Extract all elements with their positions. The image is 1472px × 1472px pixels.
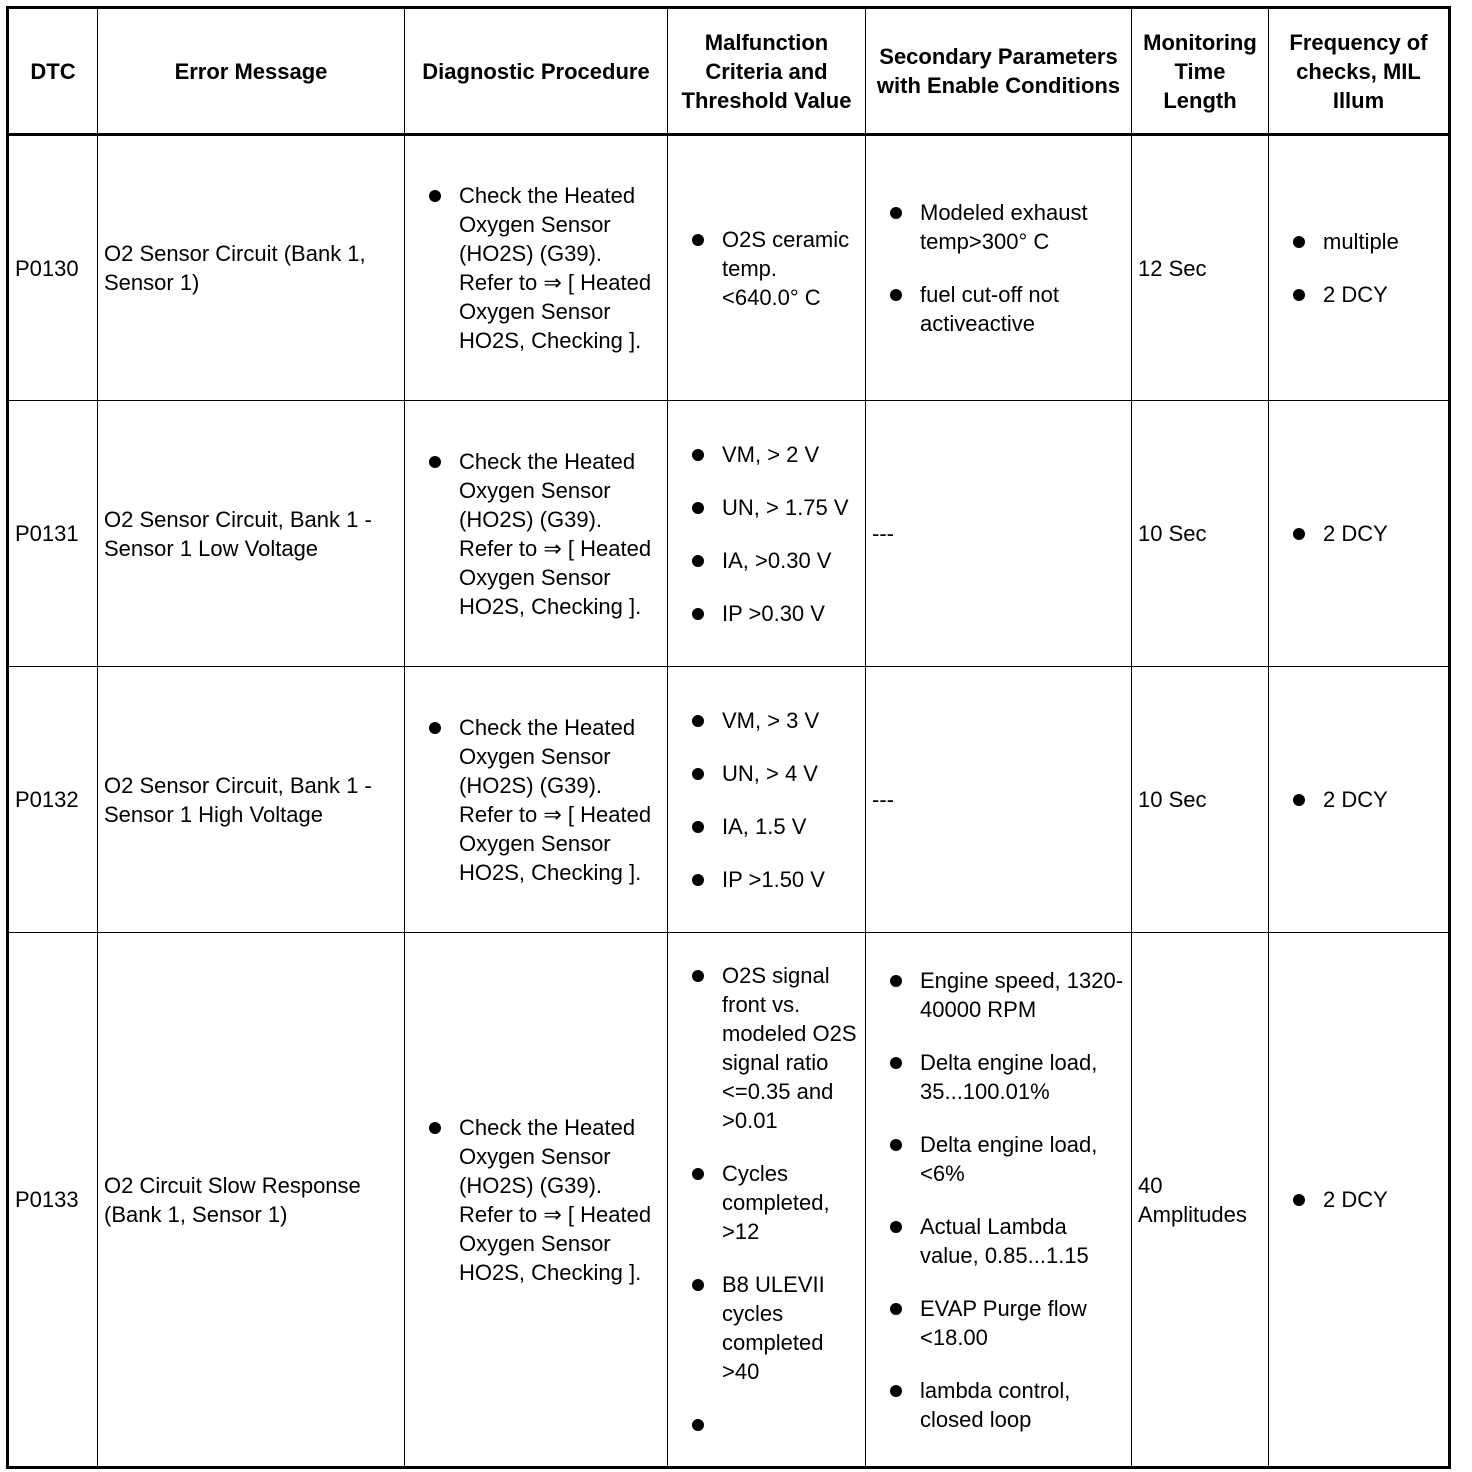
procedure-item: Check the Heated Oxygen Sensor (HO2S) (G39). Refer to ⇒ [ Heated Oxygen Sensor HO2S, Checking ]. xyxy=(411,713,661,887)
monitoring-time: 12 Sec xyxy=(1132,135,1269,401)
criteria-item: IP >1.50 V xyxy=(674,865,859,894)
secondary-parameters: --- xyxy=(866,401,1132,667)
error-message: O2 Circuit Slow Response (Bank 1, Sensor 1) xyxy=(98,933,405,1468)
secondary-item: Actual Lambda value, 0.85...1.15 xyxy=(872,1212,1125,1270)
dtc-code: P0132 xyxy=(8,667,98,933)
secondary-item: EVAP Purge flow <18.00 xyxy=(872,1294,1125,1352)
criteria-item: IA, >0.30 V xyxy=(674,546,859,575)
secondary-item: Delta engine load, 35...100.01% xyxy=(872,1048,1125,1106)
frequency xyxy=(1269,135,1450,401)
frequency xyxy=(1269,401,1450,667)
secondary-parameters xyxy=(866,135,1132,401)
criteria-item: O2S ceramic temp. <640.0° C xyxy=(674,225,859,312)
malfunction-criteria xyxy=(668,933,866,1468)
header-diagnostic-procedure: Diagnostic Procedure xyxy=(405,8,668,135)
malfunction-criteria xyxy=(668,135,866,401)
procedure-item: Check the Heated Oxygen Sensor (HO2S) (G39). Refer to ⇒ [ Heated Oxygen Sensor HO2S, Checking ]. xyxy=(411,1113,661,1287)
procedure-item: Check the Heated Oxygen Sensor (HO2S) (G39). Refer to ⇒ [ Heated Oxygen Sensor HO2S, Checking ]. xyxy=(411,181,661,355)
table-row xyxy=(8,135,1450,401)
table-row xyxy=(8,401,1450,667)
frequency-item: 2 DCY xyxy=(1275,1185,1442,1214)
criteria-item: IA, 1.5 V xyxy=(674,812,859,841)
header-error-message: Error Message xyxy=(98,8,405,135)
dtc-code: P0131 xyxy=(8,401,98,667)
criteria-item: UN, > 1.75 V xyxy=(674,493,859,522)
secondary-item: lambda control, closed loop xyxy=(872,1376,1125,1434)
monitoring-time: 10 Sec xyxy=(1132,401,1269,667)
secondary-item: Modeled exhaust temp>300° C xyxy=(872,198,1125,256)
table-row xyxy=(8,933,1450,1468)
criteria-item: VM, > 3 V xyxy=(674,706,859,735)
frequency-item: multiple xyxy=(1275,227,1442,256)
malfunction-criteria xyxy=(668,667,866,933)
criteria-item: O2S signal front vs. modeled O2S signal ratio <=0.35 and >0.01 xyxy=(674,961,859,1135)
header-dtc: DTC xyxy=(8,8,98,135)
monitoring-time: 40 Amplitudes xyxy=(1132,933,1269,1468)
dtc-table xyxy=(6,6,1451,1469)
dtc-code: P0130 xyxy=(8,135,98,401)
error-message: O2 Sensor Circuit (Bank 1, Sensor 1) xyxy=(98,135,405,401)
criteria-item: VM, > 2 V xyxy=(674,440,859,469)
error-message: O2 Sensor Circuit, Bank 1 - Sensor 1 Low Voltage xyxy=(98,401,405,667)
secondary-item: fuel cut-off not activeactive xyxy=(872,280,1125,338)
header-monitoring-time: Monitoring Time Length xyxy=(1132,8,1269,135)
malfunction-criteria xyxy=(668,401,866,667)
frequency-item: 2 DCY xyxy=(1275,280,1442,309)
header-row xyxy=(8,8,1450,135)
diagnostic-procedure xyxy=(405,135,668,401)
criteria-item: Cycles completed, >12 xyxy=(674,1159,859,1246)
header-malfunction-criteria: Malfunction Criteria and Threshold Value xyxy=(668,8,866,135)
diagnostic-procedure xyxy=(405,401,668,667)
header-secondary-parameters: Secondary Parameters with Enable Conditions xyxy=(866,8,1132,135)
diagnostic-procedure xyxy=(405,933,668,1468)
error-message: O2 Sensor Circuit, Bank 1 - Sensor 1 High Voltage xyxy=(98,667,405,933)
secondary-parameters xyxy=(866,933,1132,1468)
secondary-item: Delta engine load, <6% xyxy=(872,1130,1125,1188)
frequency xyxy=(1269,933,1450,1468)
monitoring-time: 10 Sec xyxy=(1132,667,1269,933)
secondary-item: Engine speed, 1320-40000 RPM xyxy=(872,966,1125,1024)
frequency-item: 2 DCY xyxy=(1275,519,1442,548)
frequency xyxy=(1269,667,1450,933)
criteria-item: IP >0.30 V xyxy=(674,599,859,628)
criteria-item xyxy=(674,1410,859,1439)
header-frequency: Frequency of checks, MIL Illum xyxy=(1269,8,1450,135)
criteria-item: UN, > 4 V xyxy=(674,759,859,788)
dtc-code: P0133 xyxy=(8,933,98,1468)
criteria-item: B8 ULEVII cycles completed >40 xyxy=(674,1270,859,1386)
secondary-parameters: --- xyxy=(866,667,1132,933)
procedure-item: Check the Heated Oxygen Sensor (HO2S) (G39). Refer to ⇒ [ Heated Oxygen Sensor HO2S, Checking ]. xyxy=(411,447,661,621)
frequency-item: 2 DCY xyxy=(1275,785,1442,814)
diagnostic-procedure xyxy=(405,667,668,933)
table-row xyxy=(8,667,1450,933)
